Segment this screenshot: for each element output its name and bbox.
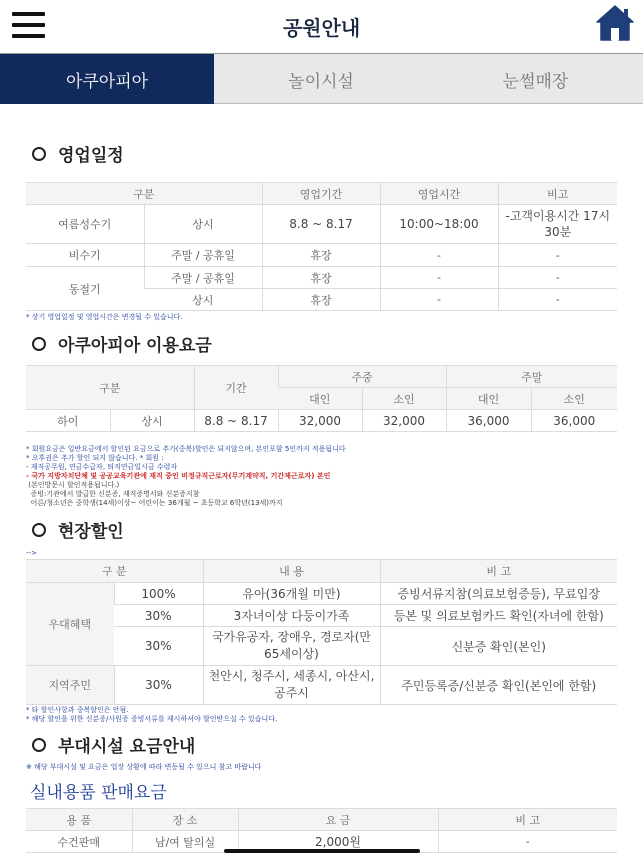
table-cell: 신분증 확인(본인): [380, 627, 617, 666]
table-cell: 8.8 ~ 8.17: [194, 410, 278, 432]
table-cell: 증빙서류지참(의료보험증등), 무료입장: [380, 583, 617, 605]
fees-note: 증빙:기관에서 발급한 신분증, 재직증명서와 신분증지참: [26, 490, 200, 498]
fees-note: * 오후권은 추가 할인 되지 않습니다. * 회원 :: [26, 454, 164, 462]
table-cell: 10:00~18:00: [380, 205, 498, 244]
table-cell: 36,000: [531, 410, 617, 432]
header-cell: 구분: [26, 183, 262, 205]
header-cell: 구 분: [26, 560, 203, 583]
facilities-section-title: [26, 732, 617, 757]
facilities-note: ※ 해당 부대시설 및 요금은 업장 상황에 따라 변동될 수 있으니 참고 바랍니다: [26, 763, 262, 771]
table-cell: 3자녀이상 다둥이가족: [203, 605, 380, 627]
discount-note: * 타 할인사항과 중복할인은 안됨.: [26, 706, 129, 714]
table-cell: 천안시, 청주시, 세종시, 아산시, 공주시: [203, 666, 380, 705]
home-icon[interactable]: [595, 4, 635, 42]
header-cell: 주말: [446, 366, 617, 388]
page-title: 공원안내: [282, 16, 361, 40]
table-cell: 남/여 탈의실: [132, 831, 238, 853]
table-cell: 30%: [114, 666, 203, 705]
header-cell: 장 소: [132, 809, 238, 831]
table-cell: 등본 및 의료보험카드 확인(자녀에 한함): [380, 605, 617, 627]
table-cell: 8.8 ~ 8.17: [262, 205, 380, 244]
table-row: [26, 583, 617, 605]
header-cell: 내 용: [203, 560, 380, 583]
header-cell: 영업기간: [262, 183, 380, 205]
schedule-title-text: 영업일정: [58, 146, 124, 166]
header-cell: 구분: [26, 366, 194, 410]
header-cell: 기간: [194, 366, 278, 410]
table-cell: 수건판매: [26, 831, 132, 853]
table-cell: 휴장: [262, 289, 380, 311]
table-cell: 동절기: [26, 267, 144, 311]
header-cell: 요 금: [238, 809, 438, 831]
tab-sledding[interactable]: 눈썰매장: [502, 71, 569, 92]
table-cell: -: [498, 267, 617, 289]
stray-text: -->: [26, 549, 37, 557]
facilities-table: [26, 808, 617, 853]
table-header-row: [26, 366, 617, 388]
table-cell: -: [438, 831, 617, 853]
table-row: [26, 410, 617, 432]
table-cell: 유아(36개월 미만): [203, 583, 380, 605]
discount-title-text: 현장할인: [58, 522, 124, 542]
table-cell: 상시: [144, 205, 262, 244]
discount-notes: [26, 706, 617, 724]
header-cell: 대인: [446, 388, 531, 410]
table-cell: 주말 / 공휴일: [144, 244, 262, 267]
table-row: [26, 605, 617, 627]
table-cell: -: [380, 244, 498, 267]
table-cell: 36,000: [446, 410, 531, 432]
tab-aquapia[interactable]: 아쿠아피아: [0, 54, 214, 104]
header-cell: 대인: [278, 388, 362, 410]
app-header: [0, 0, 643, 54]
circle-bullet-icon: [32, 523, 46, 537]
header-cell: 용 품: [26, 809, 132, 831]
table-row: [26, 627, 617, 666]
table-row: [26, 267, 617, 289]
discount-section-title: [26, 517, 617, 542]
facilities-title-text: 부대시설 요금안내: [58, 737, 196, 757]
fees-note: - 국가 지방자치단체 및 공공교육기관에 재직 중인 비정규직근로자(무기계약직, 기간제근로자) 본인: [26, 472, 331, 480]
table-header-row: [26, 560, 617, 583]
fees-table: [26, 365, 617, 432]
table-cell: 하이: [26, 410, 110, 432]
fees-note: * 회원요금은 일반요금에서 할인된 요금으로 추가(중복)할인은 되지않으며, 본인포함 5인까지 적용됩니다: [26, 445, 346, 453]
table-cell: 휴장: [262, 244, 380, 267]
table-cell: 우대혜택: [26, 583, 114, 666]
table-cell: 30%: [114, 627, 203, 666]
fees-note: - 재직공무원, 연금수급자, 퇴직연금일시금 수령자: [26, 463, 178, 471]
table-cell: 국가유공자, 장애우, 경로자(만65세이상): [203, 627, 380, 666]
table-header-row: [26, 809, 617, 831]
main-content: [26, 104, 617, 853]
header-cell: 영업시간: [380, 183, 498, 205]
table-cell: -: [498, 244, 617, 267]
schedule-section-title: [26, 141, 617, 166]
table-cell: 주민등록증/신분증 확인(본인에 한함): [380, 666, 617, 705]
header-cell: 비 고: [438, 809, 617, 831]
header-cell: 비고: [498, 183, 617, 205]
facilities-subtitle: 실내용품 판매요금: [30, 783, 167, 803]
header-cell: 비 고: [380, 560, 617, 583]
table-cell: 주말 / 공휴일: [144, 267, 262, 289]
schedule-note: * 상기 영업일정 및 영업시간은 변경될 수 있습니다.: [26, 313, 183, 321]
table-cell: -고객이용시간 17시 30분: [498, 205, 617, 244]
table-row: [26, 666, 617, 705]
table-cell: -: [380, 289, 498, 311]
table-cell: 여름성수기: [26, 205, 144, 244]
table-cell: -: [380, 267, 498, 289]
table-cell: 상시: [144, 289, 262, 311]
table-cell: 비수기: [26, 244, 144, 267]
header-cell: 소인: [362, 388, 446, 410]
fees-section-title: [26, 331, 617, 356]
discount-note: * 해당 할인을 위한 신분증/사원증 증빙서류를 제시하셔야 할인받으실 수 있습니다.: [26, 715, 278, 723]
header-cell: 주중: [278, 366, 446, 388]
header-cell: 소인: [531, 388, 617, 410]
table-cell: 100%: [114, 583, 203, 605]
schedule-table: [26, 182, 617, 311]
table-cell: -: [498, 289, 617, 311]
table-cell: 상시: [110, 410, 194, 432]
circle-bullet-icon: [32, 337, 46, 351]
circle-bullet-icon: [32, 147, 46, 161]
fees-title-text: 아쿠아피아 이용요금: [58, 336, 212, 356]
tab-rides[interactable]: 놀이시설: [288, 71, 354, 92]
table-cell: 30%: [114, 605, 203, 627]
circle-bullet-icon: [32, 738, 46, 752]
table-cell: 2,000원: [238, 831, 438, 853]
fees-notes: [26, 445, 617, 508]
tab-bar: [0, 54, 643, 104]
home-indicator-bar[interactable]: [224, 849, 420, 853]
fees-note: (본인방문시 할인적용됩니다.): [26, 481, 120, 489]
discount-table: [26, 559, 617, 705]
table-cell: 휴장: [262, 267, 380, 289]
table-row: [26, 205, 617, 244]
table-row: [26, 244, 617, 267]
table-header-row: [26, 183, 617, 205]
fees-note: 어른/청소년은 중학생(14세)이상~ 어린이는 36개월 ~ 초등학교 6학년(13세)까지: [26, 499, 283, 507]
table-cell: 32,000: [362, 410, 446, 432]
table-cell: 지역주민: [26, 666, 114, 705]
table-cell: 32,000: [278, 410, 362, 432]
